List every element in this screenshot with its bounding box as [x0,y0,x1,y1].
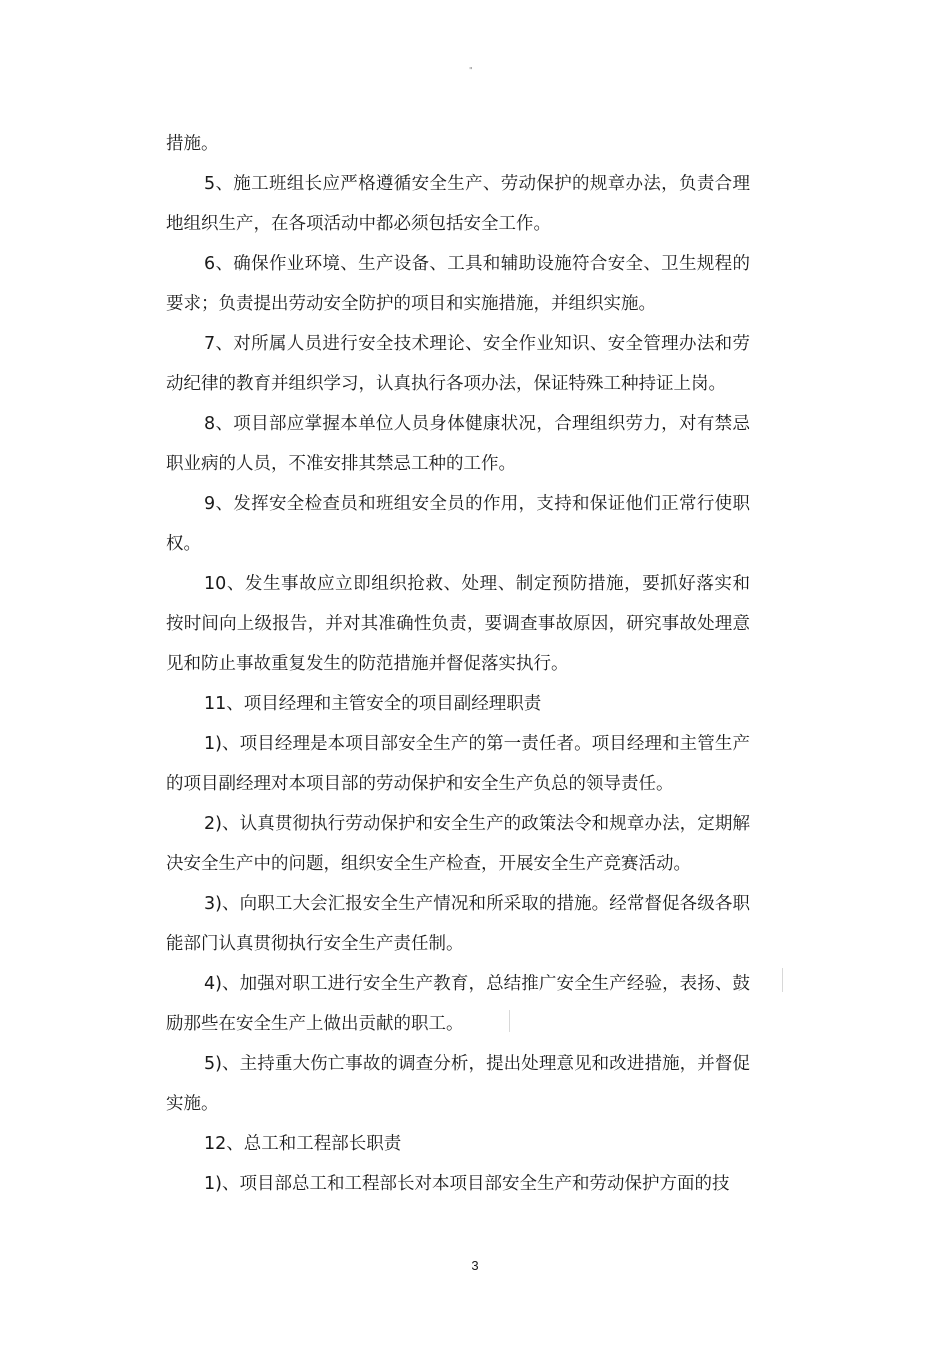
page-number: 3 [471,1258,479,1273]
paragraph: 3)、向职工大会汇报安全生产情况和所采取的措施。经常督促各级各职能部门认真贯彻执行安全生产责任制。 [166,894,750,954]
paragraph: 1)、项目经理是本项目部安全生产的第一责任者。项目经理和主管生产的项目副经理对本项目部的劳动保护和安全生产负总的领导责任。 [166,734,750,794]
section-heading: 11、项目经理和主管安全的项目副经理职责 [204,694,542,714]
section-heading: 12、总工和工程部长职责 [204,1134,402,1154]
document-body [166,124,750,1204]
scan-artifact-line [782,968,783,992]
header-mark: " [469,66,473,75]
paragraph: 措施。 [166,134,219,154]
paragraph: 6、确保作业环境、生产设备、工具和辅助设施符合安全、卫生规程的要求；负责提出劳动安全防护的项目和实施措施，并组织实施。 [166,254,750,314]
paragraph: 5)、主持重大伤亡事故的调查分析，提出处理意见和改进措施，并督促实施。 [166,1054,750,1114]
paragraph: 1)、项目部总工和工程部长对本项目部安全生产和劳动保护方面的技 [204,1174,730,1194]
paragraph: 5、施工班组长应严格遵循安全生产、劳动保护的规章办法，负责合理地组织生产，在各项活动中都必须包括安全工作。 [166,174,750,234]
paragraph: 4)、加强对职工进行安全生产教育，总结推广安全生产经验，表扬、鼓励那些在安全生产上做出贡献的职工。 [166,974,750,1034]
paragraph: 9、发挥安全检查员和班组安全员的作用，支持和保证他们正常行使职权。 [166,494,750,554]
paragraph: 8、项目部应掌握本单位人员身体健康状况，合理组织劳力，对有禁忌职业病的人员，不准安排其禁忌工种的工作。 [166,414,750,474]
scan-artifact-line [509,1010,510,1032]
paragraph: 10、发生事故应立即组织抢救、处理、制定预防措施，要抓好落实和按时间向上级报告，并对其准确性负责，要调查事故原因，研究事故处理意见和防止事故重复发生的防范措施并督促落实执行。 [166,574,750,674]
paragraph: 2)、认真贯彻执行劳动保护和安全生产的政策法令和规章办法，定期解决安全生产中的问题，组织安全生产检查，开展安全生产竞赛活动。 [166,814,750,874]
paragraph: 7、对所属人员进行安全技术理论、安全作业知识、安全管理办法和劳动纪律的教育并组织学习，认真执行各项办法，保证特殊工种持证上岗。 [166,334,750,394]
